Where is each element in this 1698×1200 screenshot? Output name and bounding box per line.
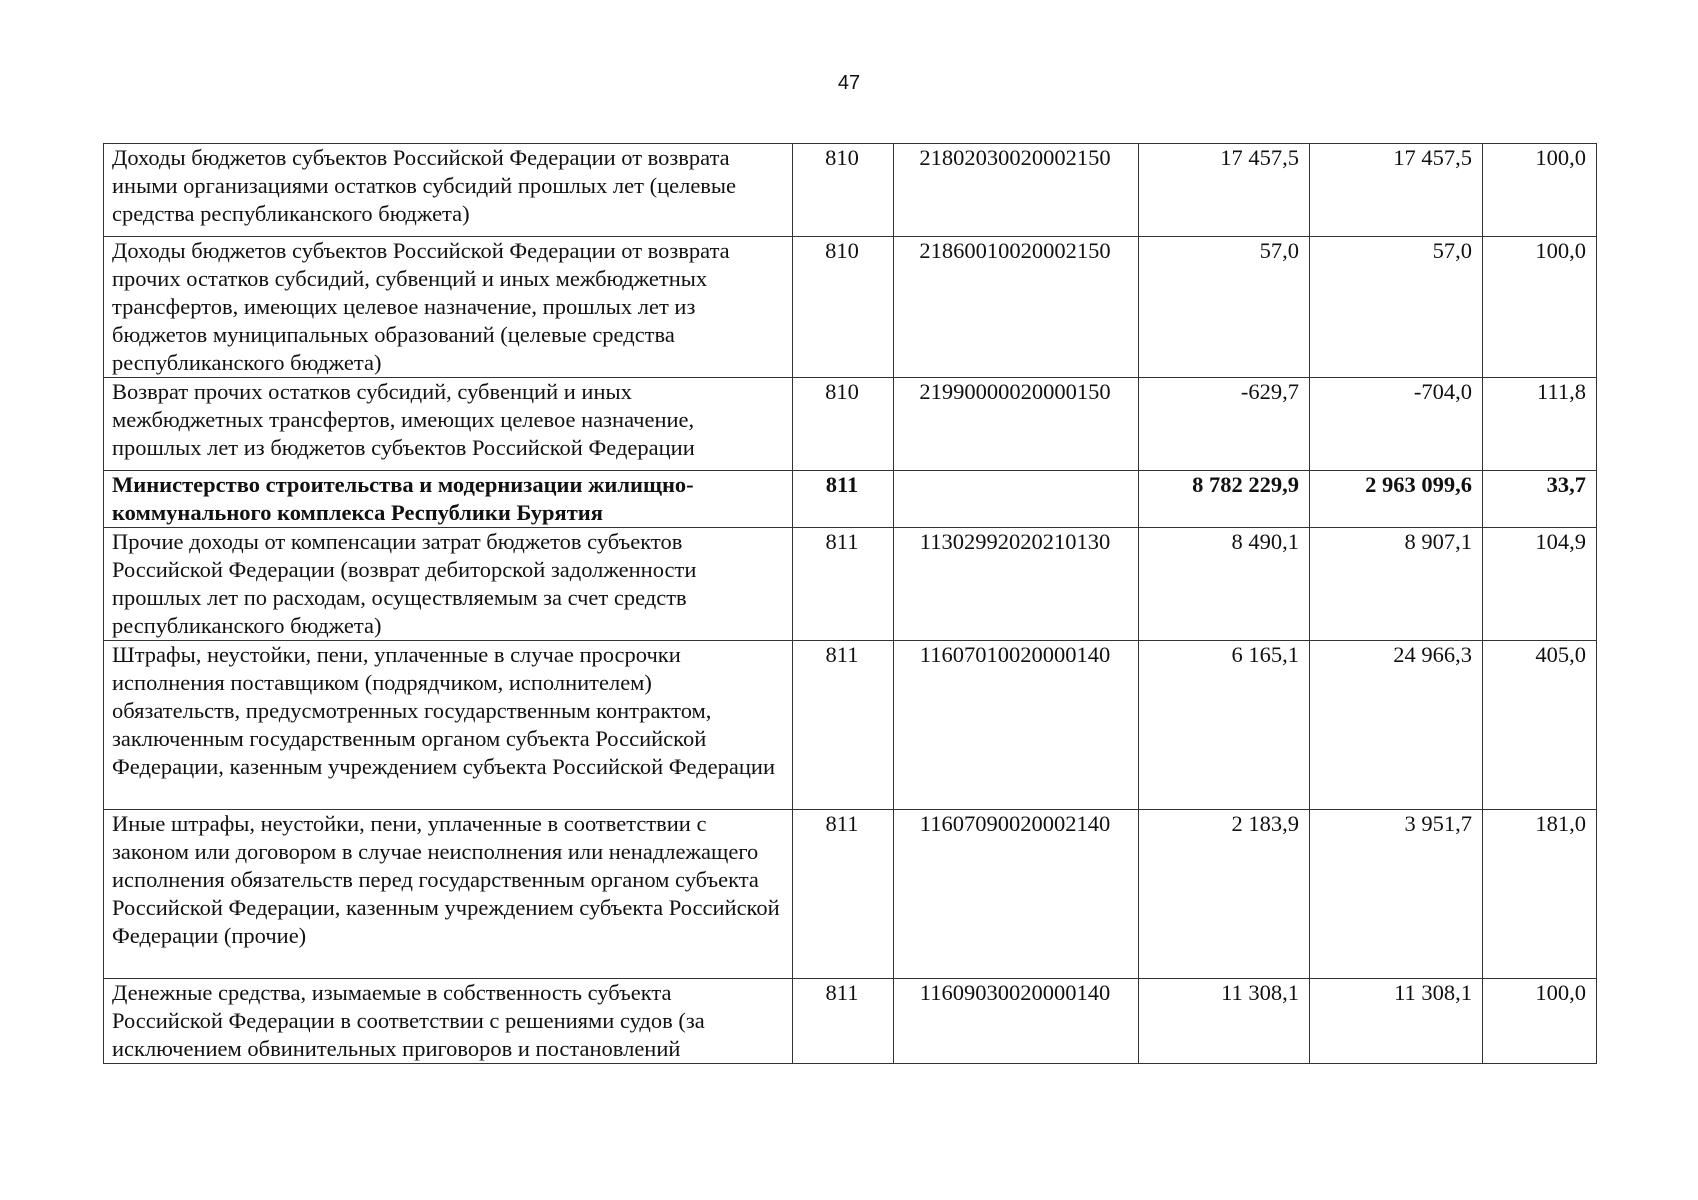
table-row xyxy=(104,528,1597,641)
row-percent-cell: 405,0 xyxy=(1483,641,1597,810)
row-admin-code-cell: 811 xyxy=(793,528,894,641)
row-actual-cell: -704,0 xyxy=(1310,378,1483,471)
row-admin-code-cell: 810 xyxy=(793,378,894,471)
row-admin-code-cell: 810 xyxy=(793,237,894,378)
row-actual-cell: 57,0 xyxy=(1310,237,1483,378)
row-actual-cell: 2 963 099,6 xyxy=(1310,471,1483,528)
row-name-cell: Министерство строительства и модернизации жилищно-коммунального комплекса Республики Бурятия xyxy=(104,471,793,528)
row-percent-cell: 100,0 xyxy=(1483,237,1597,378)
table-row xyxy=(104,378,1597,471)
table-row xyxy=(104,810,1597,979)
table-row xyxy=(104,237,1597,378)
row-admin-code-cell: 811 xyxy=(793,979,894,1064)
row-name-cell: Денежные средства, изымаемые в собственность субъекта Российской Федерации в соответствии с решениями судов (за исключением обвинительных приговоров и постановлений xyxy=(104,979,793,1064)
table-row xyxy=(104,979,1597,1064)
row-admin-code-cell: 811 xyxy=(793,471,894,528)
row-budget-code-cell: 21802030020002150 xyxy=(894,144,1139,237)
row-percent-cell: 33,7 xyxy=(1483,471,1597,528)
row-budget-code-cell: 11607010020000140 xyxy=(894,641,1139,810)
row-admin-code-cell: 810 xyxy=(793,144,894,237)
row-actual-cell: 24 966,3 xyxy=(1310,641,1483,810)
row-name-cell: Доходы бюджетов субъектов Российской Федерации от возврата прочих остатков субсидий, субвенций и иных межбюджетных трансфертов, имеющих целевое назначение, прошлых лет из бюджетов муниципальных образований (целевые средства республиканского бюджета) xyxy=(104,237,793,378)
row-budget-code-cell: 21860010020002150 xyxy=(894,237,1139,378)
row-plan-cell: 8 782 229,9 xyxy=(1139,471,1310,528)
row-actual-cell: 8 907,1 xyxy=(1310,528,1483,641)
table-row xyxy=(104,641,1597,810)
table-row xyxy=(104,144,1597,237)
row-actual-cell: 17 457,5 xyxy=(1310,144,1483,237)
row-actual-cell: 11 308,1 xyxy=(1310,979,1483,1064)
row-plan-cell: 8 490,1 xyxy=(1139,528,1310,641)
row-admin-code-cell: 811 xyxy=(793,810,894,979)
row-plan-cell: -629,7 xyxy=(1139,378,1310,471)
row-budget-code-cell: 21990000020000150 xyxy=(894,378,1139,471)
revenue-table xyxy=(103,143,1597,1064)
row-percent-cell: 181,0 xyxy=(1483,810,1597,979)
row-plan-cell: 17 457,5 xyxy=(1139,144,1310,237)
row-percent-cell: 100,0 xyxy=(1483,979,1597,1064)
row-name-cell: Штрафы, неустойки, пени, уплаченные в случае просрочки исполнения поставщиком (подрядчиком, исполнителем) обязательств, предусмотренных государственным контрактом, заключенным государственным органом субъекта Российской Федерации, казенным учреждением субъекта Российской Федерации xyxy=(104,641,793,810)
row-budget-code-cell xyxy=(894,471,1139,528)
row-name-cell: Возврат прочих остатков субсидий, субвенций и иных межбюджетных трансфертов, имеющих целевое назначение, прошлых лет из бюджетов субъектов Российской Федерации xyxy=(104,378,793,471)
row-budget-code-cell: 11302992020210130 xyxy=(894,528,1139,641)
row-percent-cell: 111,8 xyxy=(1483,378,1597,471)
row-name-cell: Прочие доходы от компенсации затрат бюджетов субъектов Российской Федерации (возврат дебиторской задолженности прошлых лет по расходам, осуществляемым за счет средств республиканского бюджета) xyxy=(104,528,793,641)
row-name-cell: Иные штрафы, неустойки, пени, уплаченные в соответствии с законом или договором в случае неисполнения или ненадлежащего исполнения обязательств перед государственным органом субъекта Российской Федерации, казенным учреждением субъекта Российской Федерации (прочие) xyxy=(104,810,793,979)
row-plan-cell: 2 183,9 xyxy=(1139,810,1310,979)
row-actual-cell: 3 951,7 xyxy=(1310,810,1483,979)
row-plan-cell: 6 165,1 xyxy=(1139,641,1310,810)
row-percent-cell: 104,9 xyxy=(1483,528,1597,641)
row-name-cell: Доходы бюджетов субъектов Российской Федерации от возврата иными организациями остатков субсидий прошлых лет (целевые средства республиканского бюджета) xyxy=(104,144,793,237)
row-budget-code-cell: 11607090020002140 xyxy=(894,810,1139,979)
row-plan-cell: 57,0 xyxy=(1139,237,1310,378)
row-plan-cell: 11 308,1 xyxy=(1139,979,1310,1064)
page-number: 47 xyxy=(837,72,861,94)
row-admin-code-cell: 811 xyxy=(793,641,894,810)
row-percent-cell: 100,0 xyxy=(1483,144,1597,237)
row-budget-code-cell: 11609030020000140 xyxy=(894,979,1139,1064)
table-row-section-header xyxy=(104,471,1597,528)
